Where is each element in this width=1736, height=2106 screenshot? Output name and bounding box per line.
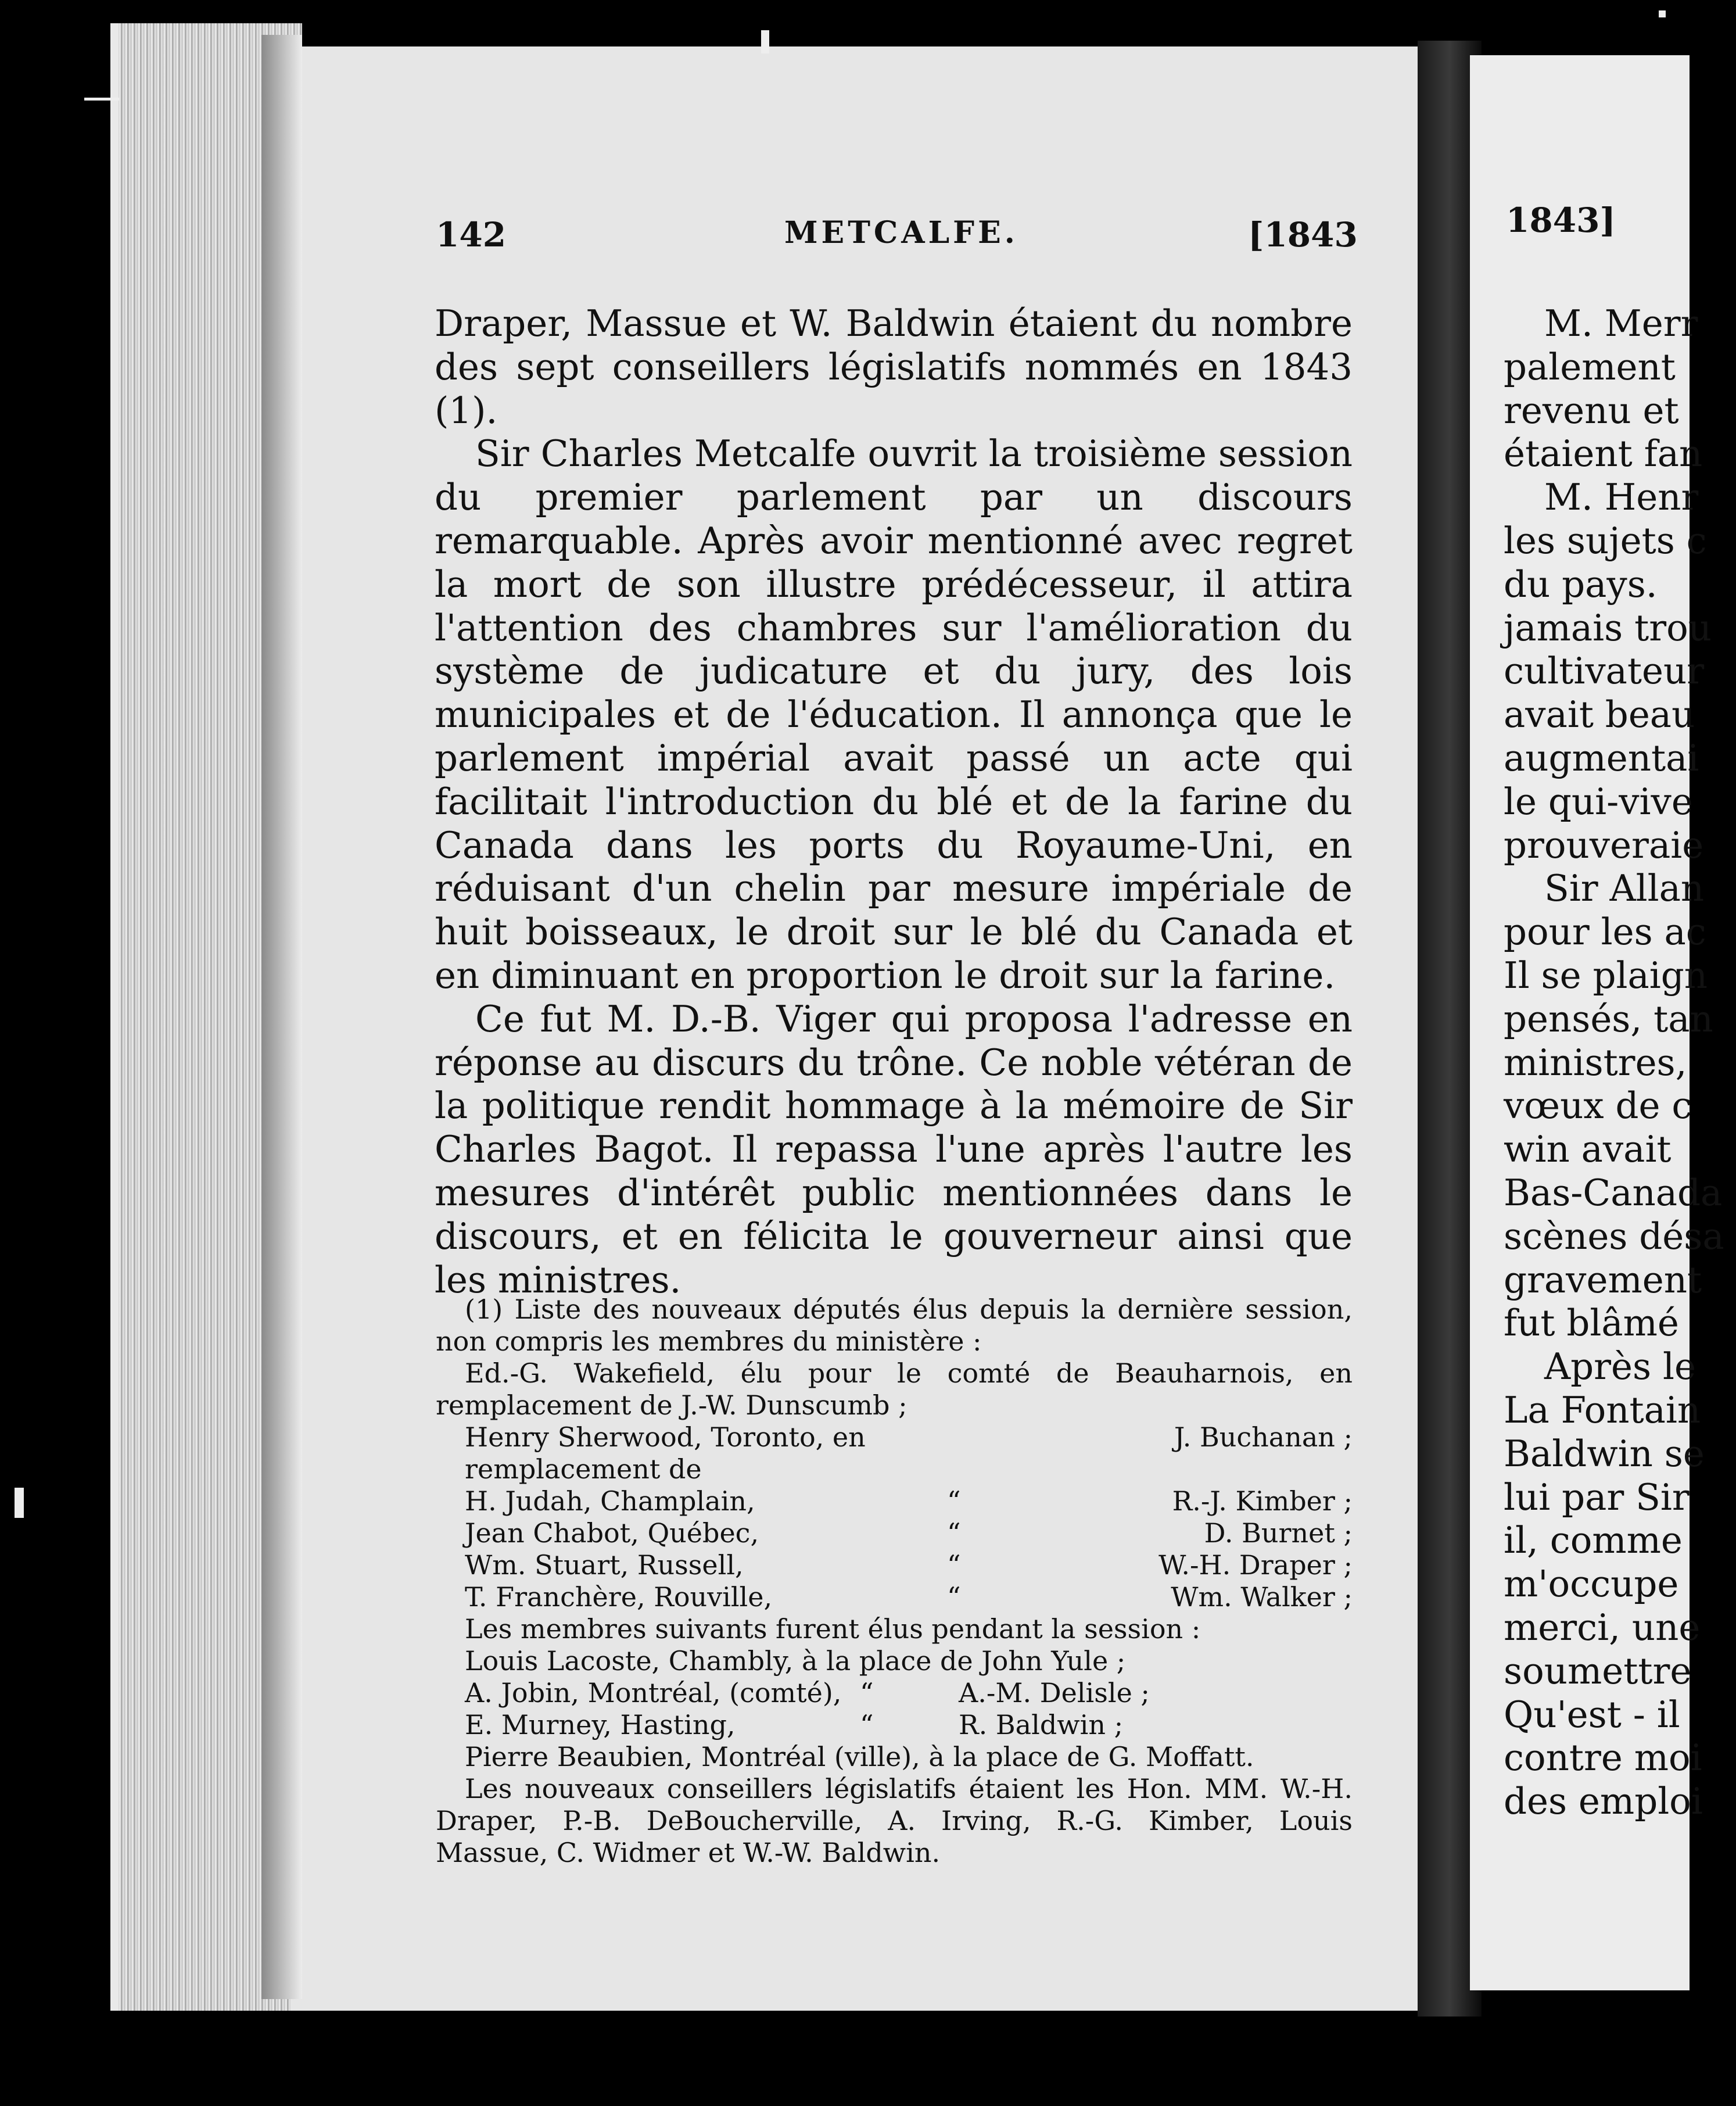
right-page-line: fut blâmé [1504, 1302, 1679, 1345]
elected-member: A. Jobin, Montréal, (comté), [465, 1677, 842, 1709]
replaced-member: J. Buchanan ; [1174, 1421, 1353, 1453]
right-page-line: des emploi [1504, 1780, 1703, 1823]
ditto-mark: “ [947, 1517, 961, 1549]
session-heading: Les membres suivants furent élus pendant la session : [465, 1613, 1201, 1645]
footnote-beaubien: Pierre Beaubien, Montréal (ville), à la place de G. Moffatt. [465, 1741, 1254, 1772]
paragraph-2: Sir Charles Metcalfe ouvrit la troisième session du premier parlement par un discours remarquable. Après avoir mentionné avec regret la mort de son illustre prédécesseur, il attira l'attention des chambres sur l'amélioration du système de judicature et du jury, des lois municipales et de l'éducation. Il annonça que le parlement impérial avait passé un acte qui facilitait l'introduction du blé et de la farine du Canada dans les ports du Royaume-Uni, en réduisant d'un chelin par mesure impériale de huit boisseaux, le droit sur le blé du Canada et en diminuant en proportion le droit sur la farine. [435, 432, 1353, 997]
right-page-line: jamais trou [1504, 606, 1712, 649]
scan-speck [1659, 10, 1666, 17]
right-page-line: contre moi [1504, 1736, 1702, 1779]
footnote-list-row [436, 1677, 1353, 1709]
ditto-mark: “ [947, 1549, 961, 1581]
right-page-line: gravement [1504, 1258, 1702, 1301]
right-page-line: Il se plaign [1504, 954, 1708, 997]
right-page-line: le qui-vive [1504, 780, 1693, 823]
right-page-line: Sir Allan [1544, 867, 1705, 910]
paragraph-3: Ce fut M. D.-B. Viger qui proposa l'adresse en réponse au discurs du trône. Ce noble vétéran de la politique rendit hommage à la mémoire de Sir Charles Bagot. Il repassa l'une après l'autre les mesures d'intérêt public mentionnées dans le discours, et en félicita le gouverneur ainsi que les ministres. [435, 997, 1353, 1301]
elected-member: Henry Sherwood, Toronto, en remplacement de [465, 1421, 866, 1485]
body-text [435, 302, 1353, 1302]
footnote-list-row [436, 1485, 1353, 1517]
right-page-line: lui par Sir [1504, 1475, 1690, 1518]
ditto-mark: “ [947, 1581, 961, 1613]
footnote-councillors: Les nouveaux conseillers législatifs étaient les Hon. MM. W.-H. Draper, P.-B. DeBoucherville, A. Irving, R.-G. Kimber, Louis Massue, C. Widmer et W.-W. Baldwin. [436, 1773, 1353, 1868]
footnote-list-row [436, 1549, 1353, 1581]
page-number: 142 [436, 215, 507, 255]
right-page-line: cultivateur [1504, 650, 1705, 693]
scan-speck [761, 30, 769, 53]
right-page-line: m'occupe [1504, 1563, 1679, 1606]
page-edge-shadow [261, 35, 302, 1999]
elected-member: Jean Chabot, Québec, [465, 1517, 759, 1549]
right-page-line: les sujets c [1504, 520, 1707, 562]
footnote-lacoste: Louis Lacoste, Chambly, à la place de John Yule ; [465, 1645, 1126, 1677]
elected-member: E. Murney, Hasting, [465, 1709, 736, 1740]
right-page-line: Bas-Canada [1504, 1172, 1723, 1214]
replaced-member: R. Baldwin ; [959, 1709, 1124, 1740]
right-page-line: palement [1504, 345, 1676, 388]
right-page-line: du pays. [1504, 563, 1658, 606]
running-year: [1843 [1248, 215, 1358, 255]
right-page-line: pensés, tan [1504, 997, 1713, 1040]
footnote-intro: (1) Liste des nouveaux députés élus depuis la dernière session, non compris les membres du ministère : [436, 1294, 1353, 1357]
right-page-line: M. Henr [1544, 476, 1699, 519]
right-page-line: win avait [1504, 1128, 1672, 1171]
replaced-member: D. Burnet ; [1204, 1517, 1353, 1549]
elected-member: T. Franchère, Rouville, [465, 1581, 773, 1613]
scan-speck [15, 1488, 24, 1518]
right-page-line: augmentai [1504, 737, 1699, 779]
footnote-wakefield: Ed.-G. Wakefield, élu pour le comté de Beauharnois, en remplacement de J.-W. Dunscumb ; [436, 1358, 1353, 1421]
paragraph-1: Draper, Massue et W. Baldwin étaient du nombre des sept conseillers législatifs nommés en 1843 (1). [435, 302, 1353, 432]
ditto-mark: “ [860, 1709, 874, 1740]
right-page-line: La Fontain [1504, 1389, 1701, 1431]
scan-speck [84, 98, 119, 101]
right-page-line: Après le [1544, 1345, 1696, 1388]
right-page-line: scènes désa [1504, 1215, 1724, 1258]
replaced-member: R.-J. Kimber ; [1172, 1485, 1353, 1517]
right-page-line: M. Merr [1544, 302, 1698, 345]
right-page-line: pour les ac [1504, 911, 1706, 954]
footnote [436, 1294, 1353, 1869]
replaced-member: Wm. Walker ; [1171, 1581, 1353, 1613]
right-page-year: 1843] [1506, 200, 1616, 240]
right-page-line: Baldwin se [1504, 1432, 1705, 1475]
right-page-line: étaient fan [1504, 432, 1703, 475]
replaced-member: W.-H. Draper ; [1158, 1549, 1353, 1581]
right-page-line: avait beau [1504, 693, 1695, 736]
footnote-list-row [436, 1421, 1353, 1485]
footnote-list-row [436, 1709, 1353, 1741]
right-page-line: il, comme [1504, 1519, 1683, 1562]
right-page-line: soumettre [1504, 1649, 1692, 1692]
ditto-mark: “ [860, 1677, 874, 1709]
running-title: METCALFE. [784, 215, 1018, 250]
right-page-line: merci, une [1504, 1606, 1701, 1649]
ditto-mark: “ [947, 1485, 961, 1517]
elected-member: Wm. Stuart, Russell, [465, 1549, 744, 1581]
right-page-line: vœux de c [1504, 1084, 1692, 1127]
elected-member: H. Judah, Champlain, [465, 1485, 755, 1517]
replaced-member: A.-M. Delisle ; [959, 1677, 1150, 1709]
right-page-line: prouveraie [1504, 823, 1704, 866]
right-page-line: revenu et [1504, 389, 1679, 432]
right-page-line: ministres, [1504, 1041, 1687, 1084]
right-page-line: Qu'est - il [1504, 1693, 1680, 1736]
footnote-list-row [436, 1517, 1353, 1549]
footnote-list-row [436, 1581, 1353, 1613]
